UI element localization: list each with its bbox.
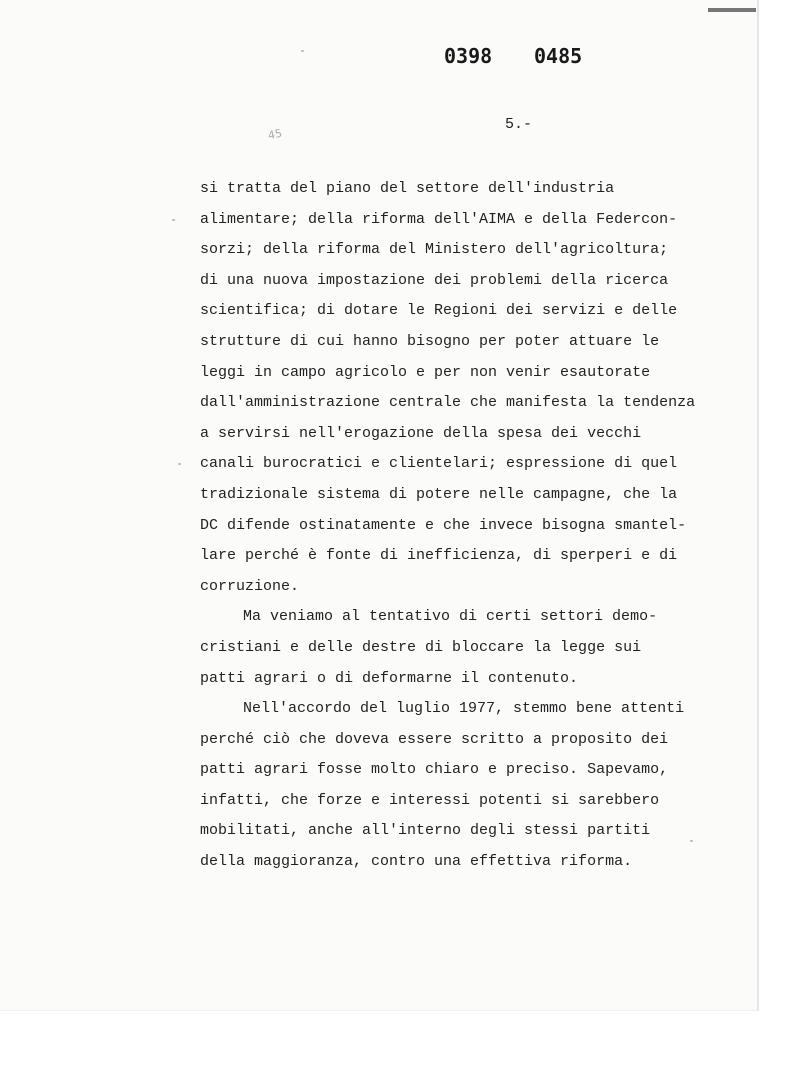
- page-edge-mark: [708, 8, 756, 12]
- paragraph: [200, 605, 720, 697]
- pencil-annotation: 45: [266, 126, 284, 143]
- scan-speck: [172, 219, 175, 221]
- text-line: canali burocratici e clientelari; espressione di quel: [200, 455, 678, 473]
- scan-speck: [178, 463, 181, 465]
- archive-stamp-number-2: 0485: [534, 44, 583, 68]
- text-line: dall'amministrazione centrale che manifesta la tendenza: [200, 394, 696, 412]
- text-line: perché ciò che doveva essere scritto a proposito dei: [200, 730, 669, 748]
- text-line: alimentare; della riforma dell'AIMA e della Federcon-: [200, 210, 678, 228]
- text-line: DC difende ostinatamente e che invece bisogna smantel-: [200, 516, 687, 534]
- text-line: scientifica; di dotare le Regioni dei servizi e delle: [200, 302, 678, 320]
- text-line: strutture di cui hanno bisogno per poter attuare le: [200, 332, 660, 350]
- scan-speck: [690, 840, 693, 842]
- text-line: cristiani e delle destre di bloccare la legge sui: [200, 638, 642, 656]
- text-line: si tratta del piano del settore dell'industria: [200, 180, 615, 197]
- document-body: [200, 177, 720, 881]
- text-line: infatti, che forze e interessi potenti si sarebbero: [200, 791, 660, 809]
- text-line: lare perché è fonte di inefficienza, di sperperi e di: [200, 547, 678, 565]
- text-line: tradizionale sistema di potere nelle campagne, che la: [200, 485, 678, 503]
- text-line: Ma veniamo al tentativo di certi settori demo-: [243, 608, 658, 626]
- text-line: patti agrari o di deformarne il contenuto.: [200, 669, 579, 687]
- archive-stamp-number-1: 0398: [444, 44, 493, 68]
- text-line: a servirsi nell'erogazione della spesa dei vecchi: [200, 424, 642, 442]
- paragraph: [200, 177, 720, 605]
- text-line: mobilitati, anche all'interno degli stessi partiti: [200, 822, 651, 840]
- scan-speck: [301, 50, 304, 52]
- page-number: 5.-: [505, 116, 533, 133]
- text-line: di una nuova impostazione dei problemi della ricerca: [200, 271, 669, 289]
- text-line: corruzione.: [200, 577, 300, 595]
- text-line: della maggioranza, contro una effettiva riforma.: [200, 853, 633, 871]
- paragraph: [200, 697, 720, 881]
- text-line: patti agrari fosse molto chiaro e preciso. Sapevamo,: [200, 761, 669, 779]
- text-line: Nell'accordo del luglio 1977, stemmo bene attenti: [243, 700, 685, 718]
- text-line: sorzi; della riforma del Ministero dell'agricoltura;: [200, 241, 669, 259]
- text-line: leggi in campo agricolo e per non venir esautorate: [200, 363, 651, 381]
